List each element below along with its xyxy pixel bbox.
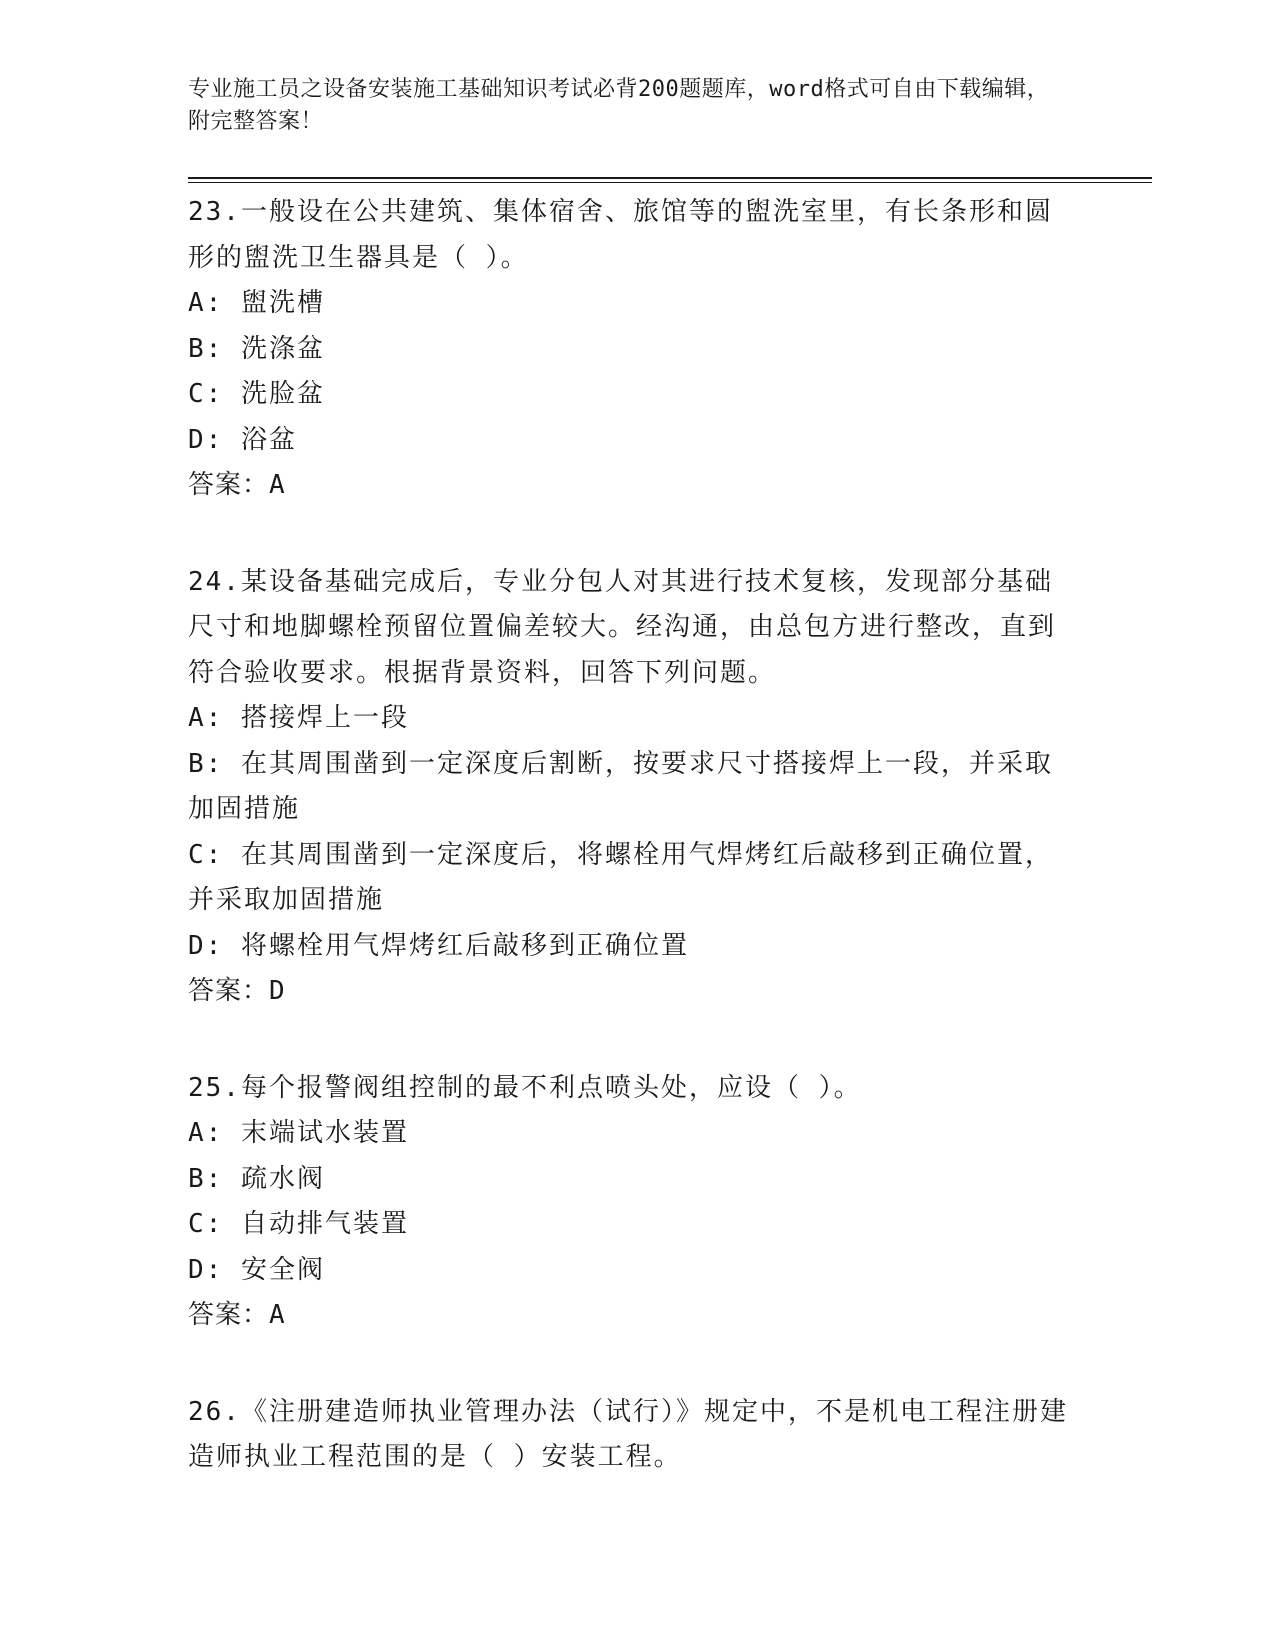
- option-b: B: 洗涤盆: [188, 333, 325, 364]
- question-24: [188, 560, 1078, 1015]
- answer-line: 答案：A: [188, 470, 286, 500]
- option-c: C: 自动排气装置: [188, 1209, 409, 1239]
- question-26: [188, 1390, 1078, 1481]
- answer-line: 答案：D: [188, 976, 286, 1006]
- option-d: D: 安全阀: [188, 1254, 325, 1285]
- question-stem: 24.某设备基础完成后，专业分包人对其进行技术复核，发现部分基础尺寸和地脚螺栓预留位置偏差较大。经沟通，由总包方进行整改，直到符合验收要求。根据背景资料，回答下列问题。: [188, 566, 1057, 688]
- question-stem: 23.一般设在公共建筑、集体宿舍、旅馆等的盥洗室里，有长条形和圆形的盥洗卫生器具是（ ）。: [188, 197, 1053, 273]
- option-c: C: 洗脸盆: [188, 379, 325, 409]
- question-23: [188, 190, 1078, 509]
- option-a: A: 末端试水装置: [188, 1118, 409, 1148]
- question-stem: 25.每个报警阀组控制的最不利点喷头处，应设（ ）。: [188, 1072, 862, 1103]
- document-header: 专业施工员之设备安装施工基础知识考试必背200题题库，word格式可自由下载编辑，附完整答案！: [188, 77, 1050, 134]
- header-divider-thin: [188, 182, 1152, 183]
- option-b: B: 在其周围凿到一定深度后割断，按要求尺寸搭接焊上一段，并采取加固措施: [188, 748, 1053, 824]
- option-c: C: 在其周围凿到一定深度后，将螺栓用气焊烤红后敲移到正确位置，并采取加固措施: [188, 839, 1053, 915]
- question-25: [188, 1066, 1078, 1339]
- option-d: D: 将螺栓用气焊烤红后敲移到正确位置: [188, 930, 689, 961]
- answer-line: 答案：A: [188, 1300, 286, 1330]
- option-a: A: 盥洗槽: [188, 288, 325, 318]
- question-list: [188, 190, 1078, 1532]
- option-a: A: 搭接焊上一段: [188, 703, 409, 733]
- question-stem: 26.《注册建造师执业管理办法（试行）》规定中，不是机电工程注册建造师执业工程范围的是（ ）安装工程。: [188, 1396, 1068, 1472]
- option-d: D: 浴盆: [188, 424, 297, 455]
- header-divider-thick: [188, 177, 1152, 179]
- option-b: B: 疏水阀: [188, 1163, 325, 1194]
